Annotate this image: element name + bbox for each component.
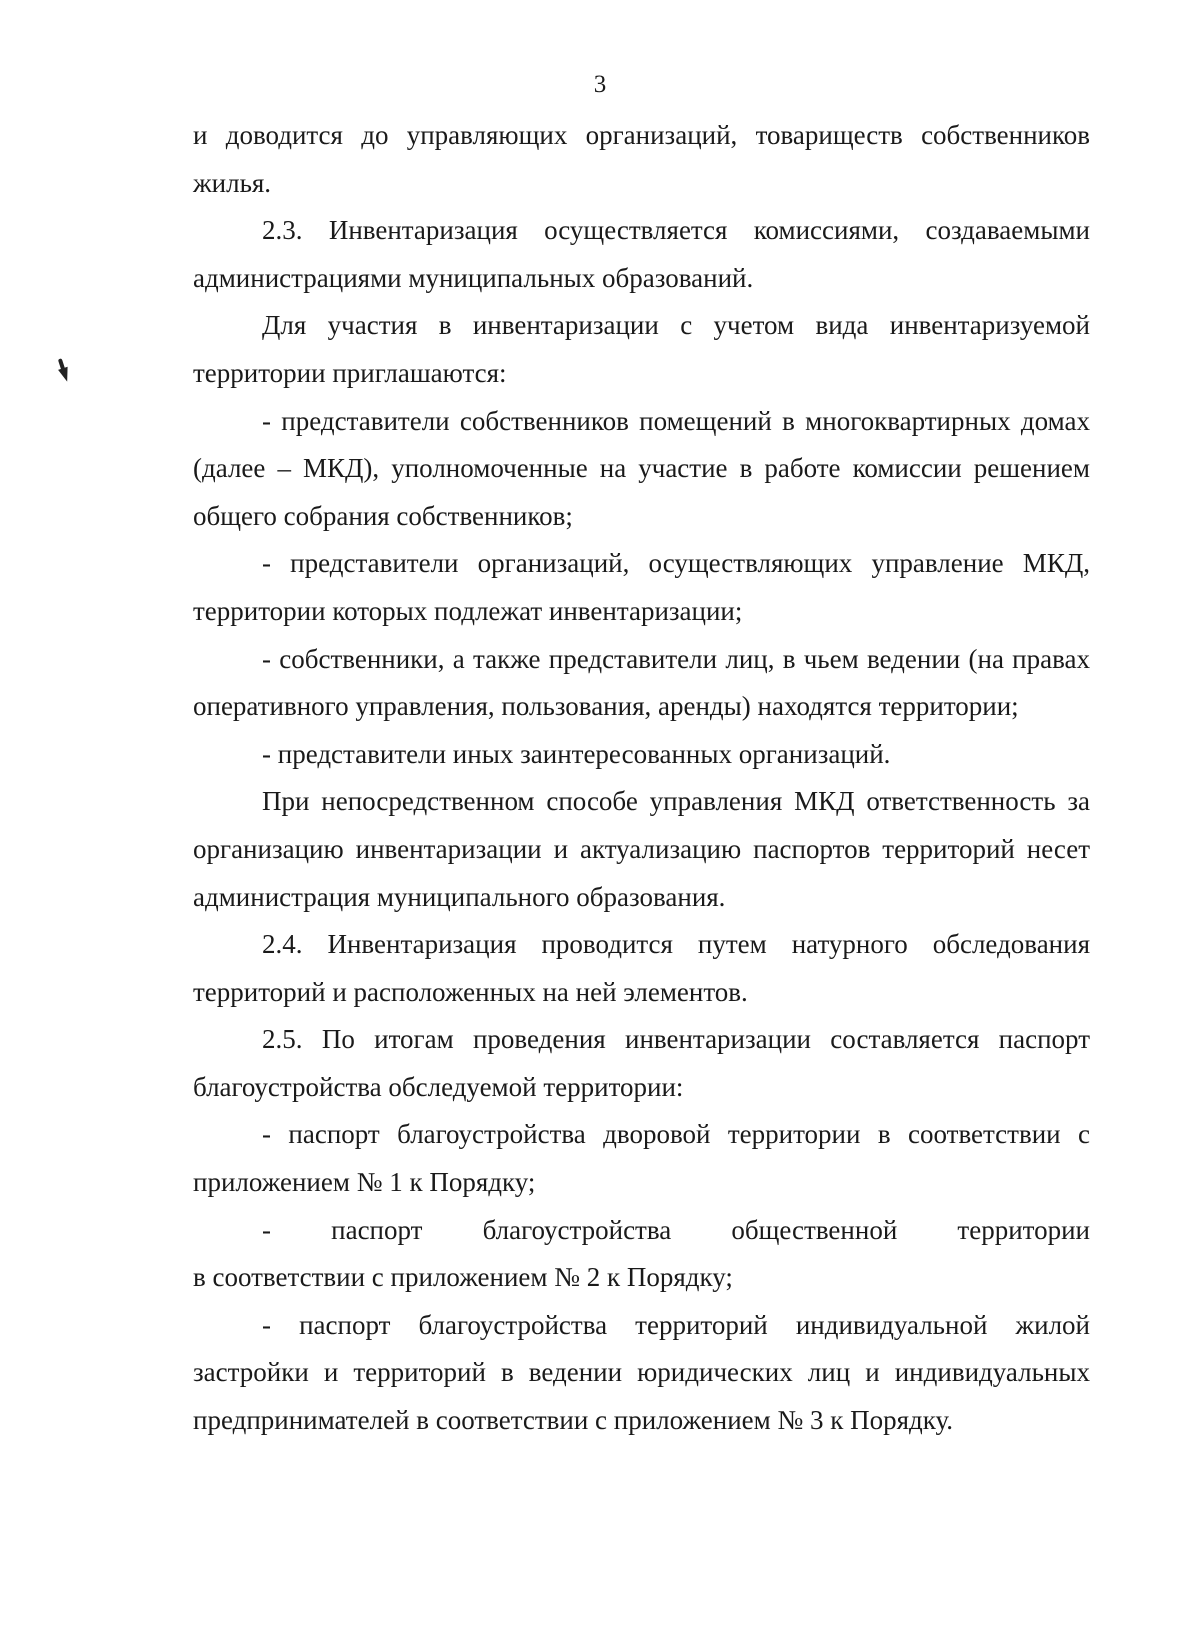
- scan-artifact-mark: [58, 367, 72, 383]
- list-item-public-passport-line1: - паспорт благоустройства общественной территории: [262, 1214, 1090, 1245]
- list-item-owners-and-holders: - собственники, а также представители лиц, в чьем ведении (на правах оперативного управления, пользования, аренды) находятся территории;: [193, 643, 1090, 722]
- list-item-private-passport: - паспорт благоустройства территорий индивидуальной жилой застройки и территорий в ведении юридических лиц и индивидуальных предпринимателей в соответствии с приложением № 3 к Порядку.: [193, 1309, 1090, 1436]
- list-item-public-passport: [193, 1207, 1090, 1302]
- paragraph-direct-management: При непосредственном способе управления МКД ответственность за организацию инвентаризации и актуализацию паспортов территорий несет администрация муниципального образования.: [193, 786, 1090, 912]
- list-item-management-organizations: - представители организаций, осуществляющих управление МКД, территории которых подлежат инвентаризации;: [193, 548, 1090, 626]
- document-body: [193, 112, 1090, 1445]
- paragraph-continuation: и доводится до управляющих организаций, товариществ собственников жилья.: [193, 120, 1090, 198]
- list-item-public-passport-line2: в соответствии с приложением № 2 к Порядку;: [193, 1262, 733, 1293]
- paragraph-2-4: 2.4. Инвентаризация проводится путем натурного обследования территорий и расположенных на ней элементов.: [193, 929, 1090, 1007]
- paragraph-2-5: 2.5. По итогам проведения инвентаризации составляется паспорт благоустройства обследуемой территории:: [193, 1024, 1090, 1102]
- list-item-other-organizations: - представители иных заинтересованных организаций.: [262, 738, 891, 769]
- list-item-owners-representatives: - представители собственников помещений в многоквартирных домах (далее – МКД), уполномоченные на участие в работе комиссии решением общего собрания собственников;: [193, 405, 1090, 531]
- list-item-courtyard-passport: - паспорт благоустройства дворовой территории в соответствии с приложением № 1 к Порядку;: [193, 1119, 1090, 1198]
- paragraph-participants-intro: Для участия в инвентаризации с учетом вида инвентаризуемой территории приглашаются:: [193, 310, 1090, 388]
- page-number: 3: [593, 71, 607, 98]
- paragraph-2-3: 2.3. Инвентаризация осуществляется комиссиями, создаваемыми администрациями муниципальных образований.: [193, 215, 1090, 293]
